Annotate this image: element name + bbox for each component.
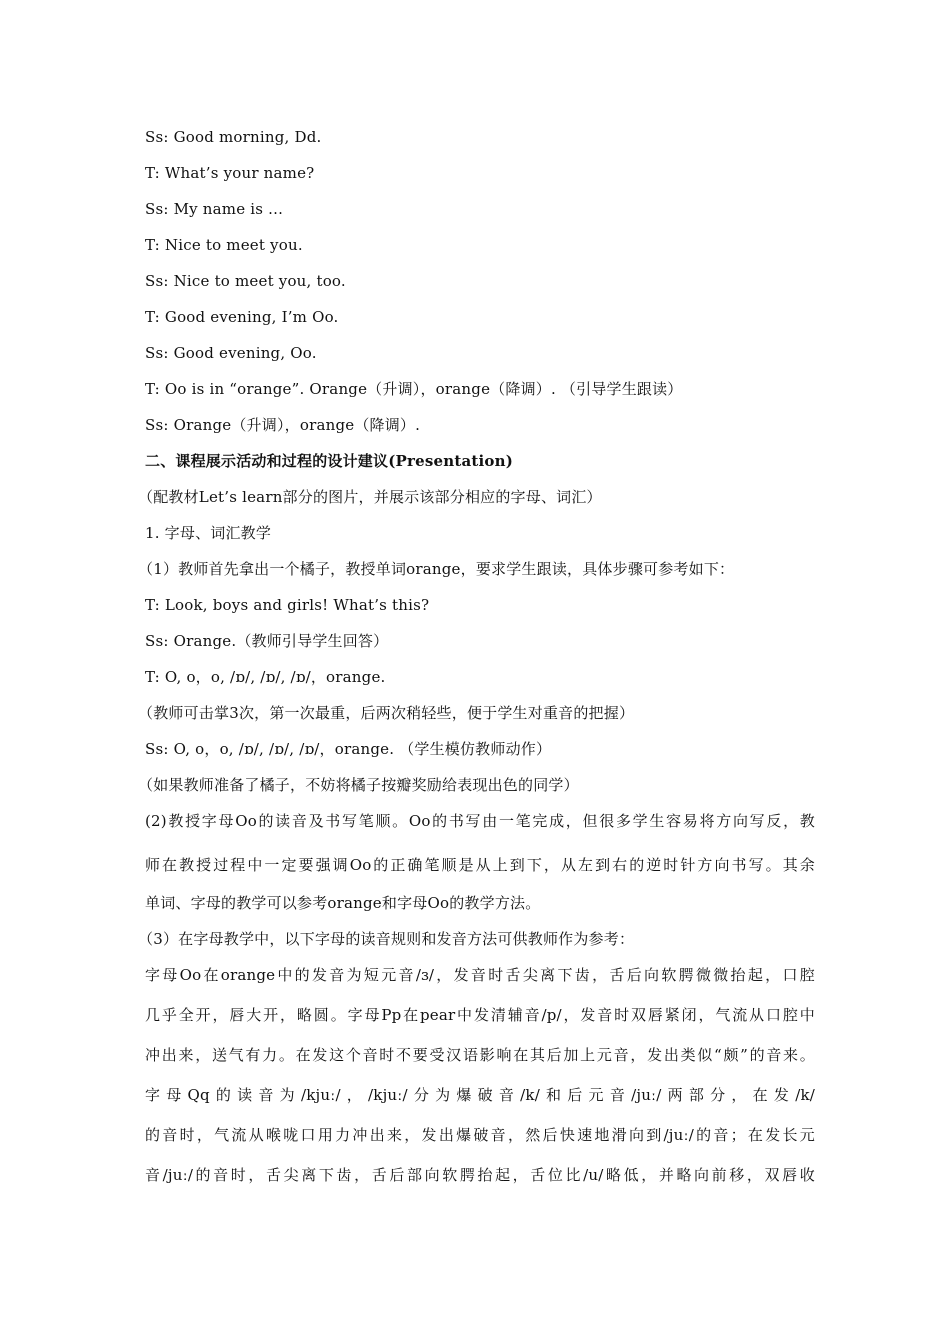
dialogue-line: Ss: Nice to meet you, too. [145, 272, 346, 290]
dialogue-line: Ss: O, o，o, /ɒ/, /ɒ/, /ɒ/，orange. （学生模仿教师动作） [145, 740, 552, 758]
paragraph-line: (2)教授字母Oo的读音及书写笔顺。Oo的书写由一笔完成，但很多学生容易将方向写反，教 [145, 812, 815, 830]
dialogue-line: T: Good evening, I’m Oo. [145, 308, 339, 326]
paragraph-line: 几乎全开，唇大开，略圆。字母Pp在pear中发清辅音/p/，发音时双唇紧闭，气流从口腔中 [145, 1006, 815, 1024]
dialogue-line: Ss: My name is ... [145, 200, 284, 218]
paragraph-line: 师在教授过程中一定要强调Oo的正确笔顺是从上到下，从左到右的逆时针方向书写。其余 [145, 856, 815, 874]
dialogue-line: T: Look, boys and girls! What’s this? [145, 596, 430, 614]
dialogue-line: T: O, o，o, /ɒ/, /ɒ/, /ɒ/，orange. [145, 668, 386, 686]
paragraph-line: 的音时，气流从喉咙口用力冲出来，发出爆破音，然后快速地滑向到/juː/的音；在发长元 [145, 1126, 815, 1144]
dialogue-line: T: What’s your name? [145, 164, 315, 182]
paragraph-line: 音/juː/的音时，舌尖离下齿，舌后部向软腭抬起，舌位比/u/略低，并略向前移，双唇收 [145, 1166, 815, 1184]
paragraph-line: （配教材Let’s learn部分的图片，并展示该部分相应的字母、词汇） [138, 488, 602, 506]
subsection-heading: 1. 字母、词汇教学 [145, 524, 272, 542]
dialogue-line: Ss: Good morning, Dd. [145, 128, 322, 146]
paragraph-line: （3）在字母教学中，以下字母的读音规则和发音方法可供教师作为参考： [138, 930, 635, 948]
paragraph-line: （如果教师准备了橘子，不妨将橘子按瓣奖励给表现出色的同学） [138, 776, 579, 794]
paragraph-line: 单词、字母的教学可以参考orange和字母Oo的教学方法。 [145, 894, 541, 912]
section-heading: 二、课程展示活动和过程的设计建议(Presentation) [145, 452, 514, 470]
dialogue-line: Ss: Orange.（教师引导学生回答） [145, 632, 389, 650]
dialogue-line: T: Oo is in “orange”. Orange（升调），orange（降调）. （引导学生跟读） [145, 380, 683, 398]
paragraph-line: （1）教师首先拿出一个橘子，教授单词orange，要求学生跟读，具体步骤可参考如下： [138, 560, 735, 578]
dialogue-line: T: Nice to meet you. [145, 236, 303, 254]
paragraph-line: （教师可击掌3次，第一次最重，后两次稍轻些，便于学生对重音的把握） [138, 704, 635, 722]
paragraph-line: 字母Oo在orange中的发音为短元音/ɜ/，发音时舌尖离下齿，舌后向软腭微微抬起，口腔 [145, 966, 815, 984]
paragraph-line: 冲出来，送气有力。在发这个音时不要受汉语影响在其后加上元音，发出类似“颇”的音来。 [145, 1046, 815, 1064]
paragraph-line: 字母Qq的读音为/kjuː/，/kjuː/分为爆破音/k/和后元音/juː/两部分，在发/k/ [145, 1086, 815, 1104]
dialogue-line: Ss: Orange（升调），orange（降调）. [145, 416, 421, 434]
dialogue-line: Ss: Good evening, Oo. [145, 344, 317, 362]
